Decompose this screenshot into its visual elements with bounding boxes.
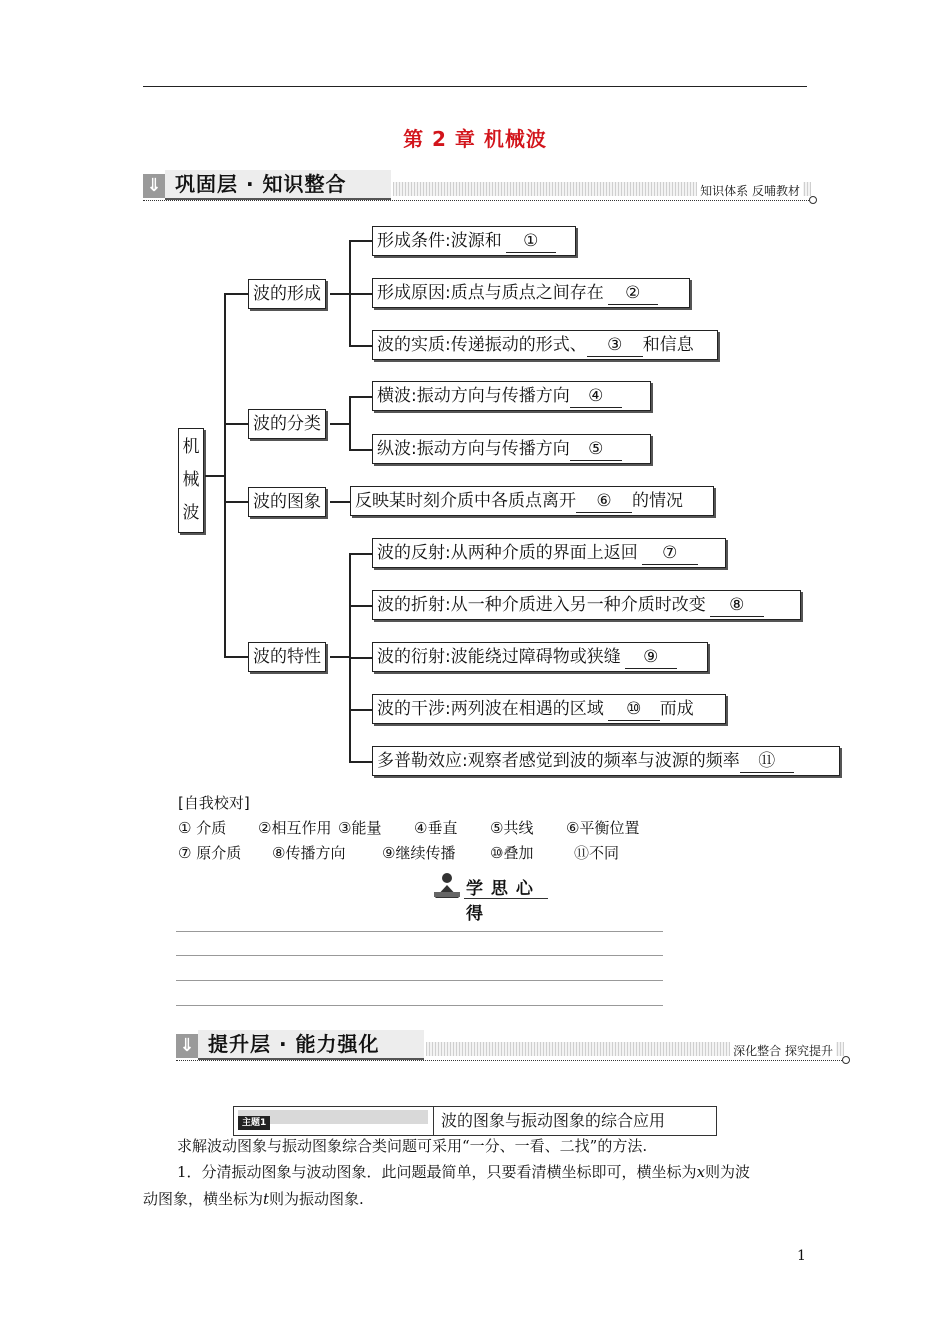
answer-blank: ③ [587, 334, 643, 357]
banner-subtitle: 知识体系 反哺教材 [697, 182, 803, 199]
connector [224, 656, 248, 658]
connector [349, 240, 372, 242]
writing-line [176, 980, 663, 981]
connector [349, 761, 372, 763]
connector [349, 345, 372, 347]
answer: ⑤共线 [490, 819, 534, 837]
banner-title: 巩固层 · 知识整合 [165, 170, 391, 200]
connector [224, 293, 226, 657]
connector [330, 423, 350, 425]
leaf-item: 波的折射:从一种介质进入另一种介质时改变 ⑧ [372, 590, 801, 620]
answer-blank: ⑥ [576, 490, 632, 513]
writing-line [176, 931, 663, 932]
leaf-item: 波的衍射:波能绕过障碍物或狭缝 ⑨ [372, 642, 708, 672]
section-banner-improve [176, 1030, 844, 1062]
connector [349, 293, 372, 295]
chapter-title: 第 2 章 机械波 [403, 127, 547, 151]
topic-divider [433, 1107, 434, 1135]
branch-classification: 波的分类 [248, 409, 326, 439]
root-char: 械 [182, 470, 200, 490]
answer-blank: ④ [570, 385, 622, 408]
connector [349, 709, 372, 711]
answer: ③能量 [338, 819, 382, 837]
self-check-row [178, 841, 738, 866]
branch-properties: 波的特性 [248, 642, 326, 672]
answer: ⑧传播方向 [272, 844, 346, 862]
leaf-item: 纵波:振动方向与传播方向 ⑤ [372, 434, 651, 464]
root-char: 机 [182, 437, 200, 457]
writing-line [176, 1005, 663, 1006]
leaf-item: 波的反射:从两种介质的界面上返回 ⑦ [372, 538, 726, 568]
root-box [178, 428, 204, 533]
answer: ① 介质 [178, 819, 227, 837]
answer: ⑨继续传播 [382, 844, 456, 862]
writing-line [176, 955, 663, 956]
leaf-item: 波的实质:传递振动的形式、 ③ 和信息 [372, 330, 718, 360]
self-check-heading: [自我校对] [178, 794, 250, 812]
connector [205, 475, 225, 477]
connector [349, 657, 372, 659]
answer: ②相互作用 [258, 819, 332, 837]
banner-subtitle: 深化整合 探究提升 [730, 1042, 836, 1059]
connector [349, 449, 372, 451]
connector [330, 293, 350, 295]
answer: ④垂直 [414, 819, 458, 837]
topic-title: 波的图象与振动图象的综合应用 [441, 1111, 666, 1130]
connector [330, 656, 350, 658]
connector [349, 396, 372, 398]
answer-blank: ② [608, 282, 658, 305]
answer: ⑪不同 [574, 844, 620, 862]
connector [224, 501, 248, 503]
connector [349, 553, 372, 555]
reader-icon [432, 872, 462, 900]
answer: ⑩叠加 [490, 844, 534, 862]
paragraph: 求解波动图象与振动图象综合类问题可采用“一分、一看、二找”的方法. [177, 1137, 648, 1155]
connector [349, 605, 372, 607]
answer-blank: ⑦ [642, 542, 698, 565]
leaf-item: 形成条件:波源和 ① [372, 226, 576, 256]
branch-formation: 波的形成 [248, 279, 326, 309]
answer-blank: ⑧ [710, 594, 764, 617]
reflection-title: 学 思 心 得 [466, 879, 534, 924]
paragraph: 动图象，横坐标为t则为振动图象. [143, 1190, 364, 1208]
leaf-item: 反映某时刻介质中各质点离开 ⑥ 的情况 [350, 486, 714, 516]
answer-blank: ⑪ [740, 750, 794, 773]
branch-graph: 波的图象 [248, 487, 326, 517]
topic-tag: 主题1 [238, 1116, 270, 1130]
reflection-underline [464, 898, 548, 899]
leaf-item: 形成原因:质点与质点之间存在 ② [372, 278, 690, 308]
connector [349, 396, 351, 449]
reflection-header [432, 872, 550, 924]
down-arrow-icon: ⇓ [176, 1034, 198, 1058]
banner-baseline [176, 1060, 844, 1061]
connector [330, 501, 350, 503]
answer-blank: ⑨ [625, 646, 677, 669]
down-arrow-icon: ⇓ [143, 174, 165, 198]
answer-blank: ⑤ [570, 438, 622, 461]
answer: ⑥平衡位置 [566, 819, 640, 837]
connector [224, 423, 248, 425]
connector [224, 293, 248, 295]
leaf-item: 波的干涉:两列波在相遇的区域 ⑩ 而成 [372, 694, 726, 724]
paragraph: 1．分清振动图象与波动图象．此问题最简单，只要看清横坐标即可，横坐标为x则为波 [177, 1163, 751, 1181]
answer-blank: ① [506, 230, 556, 253]
banner-title: 提升层 · 能力强化 [198, 1030, 424, 1060]
root-char: 波 [182, 503, 200, 523]
page-number: 1 [797, 1248, 806, 1264]
answer: ⑦ 原介质 [178, 844, 242, 862]
self-check-row [178, 816, 738, 841]
leaf-item: 横波:振动方向与传播方向 ④ [372, 381, 651, 411]
topic-tag-bar [238, 1110, 428, 1128]
leaf-item: 多普勒效应:观察者感觉到波的频率与波源的频率 ⑪ [372, 746, 840, 776]
banner-dot [842, 1056, 850, 1064]
answer-blank: ⑩ [608, 698, 660, 721]
